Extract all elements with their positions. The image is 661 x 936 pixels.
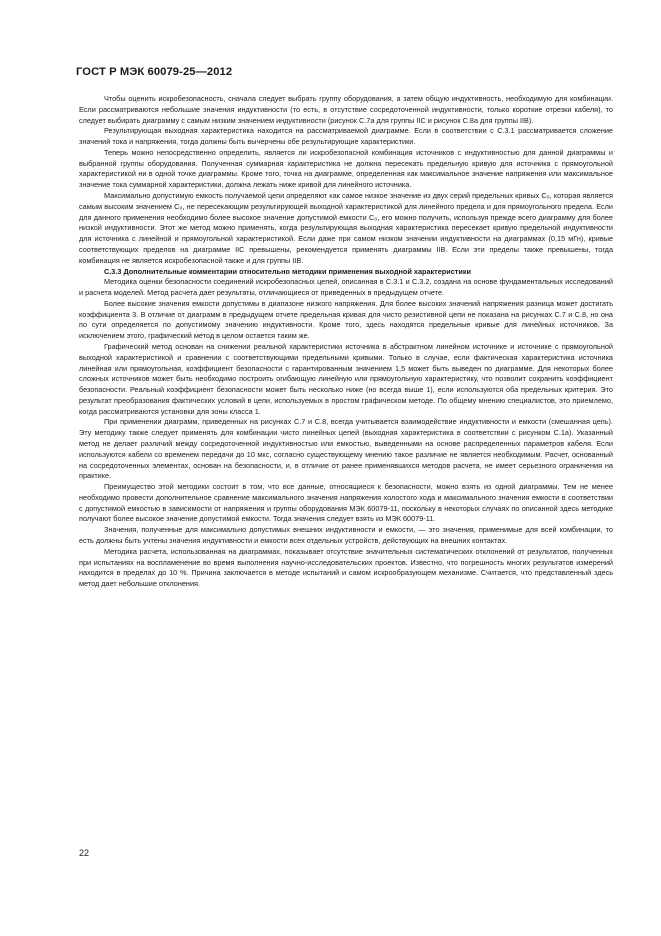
paragraph-3: Теперь можно непосредственно определить, является ли искробезопасной комбинация источников с индуктивностью для данной диаграммы и выбранной группы оборудования. Полученная суммарная характеристика не должна пересекать предельную кривую для источника с прямоугольной характеристикой ни в одной точке диаграммы. Кроме того, точка на диаграмме, определенная как максимальное значение напряжения или максимальное значение тока суммарной характеристики, должна лежать ниже кривой для линейного источника. [79, 147, 613, 190]
section-paragraph-6: Значения, полученные для максимально допустимых внешних индуктивности и емкости, — это значения, применимые для всей комбинации, то есть должны быть учтены значения индуктивности и емкости всех отдельных устройств, действующих на внешних контактах. [79, 525, 613, 546]
document-body [79, 94, 613, 590]
section-title: Дополнительные комментарии относительно методики применения выходной характеристики [123, 266, 471, 276]
section-heading [79, 267, 613, 278]
section-paragraph-5: Преимущество этой методики состоит в том, что все данные, относящиеся к безопасности, можно взять из одной диаграммы. Тем не менее необходимо провести дополнительное сравнение максимального значения напряжения холостого хода и максимального значения емкости в соответствии с допустимой емкостью в зависимости от напряжения и группы оборудования МЭК 60079-11, поскольку в некоторых случаях по описанной здесь методике получают более высокое значение допустимой емкости. Тогда значения следует взять из МЭК 60079-11. [79, 482, 613, 524]
section-paragraph-2: Более высокие значения емкости допустимы в диапазоне низкого напряжения. Для более высоких значений напряжения разница может достигать коэффициента 3. В отличие от диаграмм в предыдущем отчете предельная кривая для чисто резистивной цепи не показана на рисунках С.7 и С.8, но она по сути определяется по допустимому значению индуктивности. Кроме того, здесь находятся предельные кривые для линейных источников. За исключением этого, графический метод в целом остается таким же. [79, 298, 613, 341]
paragraph-1: Чтобы оценить искробезопасность, сначала следует выбрать группу оборудования, а затем общую индуктивность, необходимую для комбинации. Если рассматриваются небольшие значения индуктивности (то есть, в отсутствие сосредоточенной индуктивности, только короткие отрезки кабеля), то следует выбирать диаграмму с самым низким значением индуктивности (рисунок С.7а для группы IIC и рисунок С.8а для группы IIB). [79, 94, 613, 125]
page-number: 22 [79, 848, 90, 858]
paragraph-2: Результирующая выходная характеристика находится на рассматриваемой диаграмме. Если в соответствии с С.3.1 рассматривается сложение значений тока и напряжения, тогда должны быть вычерчены обе результирующие характеристики. [79, 126, 613, 147]
section-number: С.3.3 [104, 266, 122, 276]
section-paragraph-4: При применении диаграмм, приведенных на рисунках С.7 и С.8, всегда учитывается взаимодействие индуктивности и емкости (смешанная цепь). Эту методику также следует применять для комбинации чисто линейных цепей (выходная характеристика в соответствии с рисунком С.1а). Указанный метод не делает различий между сосредоточенной индуктивностью или емкостью, выведенными на основе распределенных параметров кабеля. Если используются кабели со временем передачи до 10 мкс, согласно существующему мнению такое различие не является необходимым. Расчет, основанный на сосредоточенных элементах, основан на безопасности, и, в отличие от ранее применявшихся методов расчета, не имеет серьезного ограничения на практике. [79, 417, 613, 481]
section-paragraph-7: Методика расчета, использованная на диаграммах, показывает отсутствие значительных систематических отклонений от результатов, полученных при испытаниях на воспламенение во время выполнения научно-исследовательских проектов. Известно, что погрешность многих результатов измерений находится в пределах до 10 %. Причина заключается в методе испытаний и самом искрообразующем механизме. Считается, что представленный здесь метод дает небольшие отклонения. [79, 546, 613, 589]
section-paragraph-3: Графический метод основан на снижении реальной характеристики источника в абстрактном линейном источнике и источнике с прямоугольной выходной характеристикой и сравнении с соответствующими предельными кривыми. Только в случае, если фактическая характеристика источника линейная или прямоугольная, коэффициент безопасности с гарантированным значением 1,5 может быть выведен по диаграмме. Для некоторых более сложных источников может быть необходимо построить огибающую линейную или прямоугольную характеристику, что позволит сохранить коэффициент безопасности. Реальный коэффициент безопасности может быть несколько ниже (но всегда выше 1), если используются оба предельных критерия. Это результат преобразования фактических условий в цепи, используемых в простом графическом методе. По общему мнению специалистов, это приемлемо, когда рассматриваются установки для зоны класса 1. [79, 341, 613, 416]
section-paragraph-1: Методика оценки безопасности соединений искробезопасных цепей, описанная в С.3.1 и С.3.2, создана на основе фундаментальных исследований и расчета моделей. Метод расчета дает результаты, отличающиеся от приведенных в предыдущем отчете. [79, 277, 613, 298]
paragraph-4: Максимально допустимую емкость получаемой цепи определяют как самое низкое значение из двух серий предельных кривых C₀, которая является самым высоким значением C₀, не пересекающим результирующей выходной характеристикой для линейного предела и для прямоугольного предела. Если для данного применения необходимо более высокое значение допустимой емкости C₀, его можно получить, используя прежде всего диаграмму для более низкой индуктивности. Этот же метод можно применять, когда результирующая выходная характеристика пересекает кривую предельной индуктивности для источника с линейной и прямоугольной характеристикой. Если даже при самом низком значении индуктивности на диаграммах (0,15 мГн), кривые соответствующих пределов на диаграмме IIC превышены, рекомендуется применять диаграммы IIB. Если эти пределы также превышены, тогда комбинация не является искробезопасной также и для группы IIB. [79, 191, 613, 265]
document-header: ГОСТ Р МЭК 60079-25—2012 [76, 66, 233, 78]
